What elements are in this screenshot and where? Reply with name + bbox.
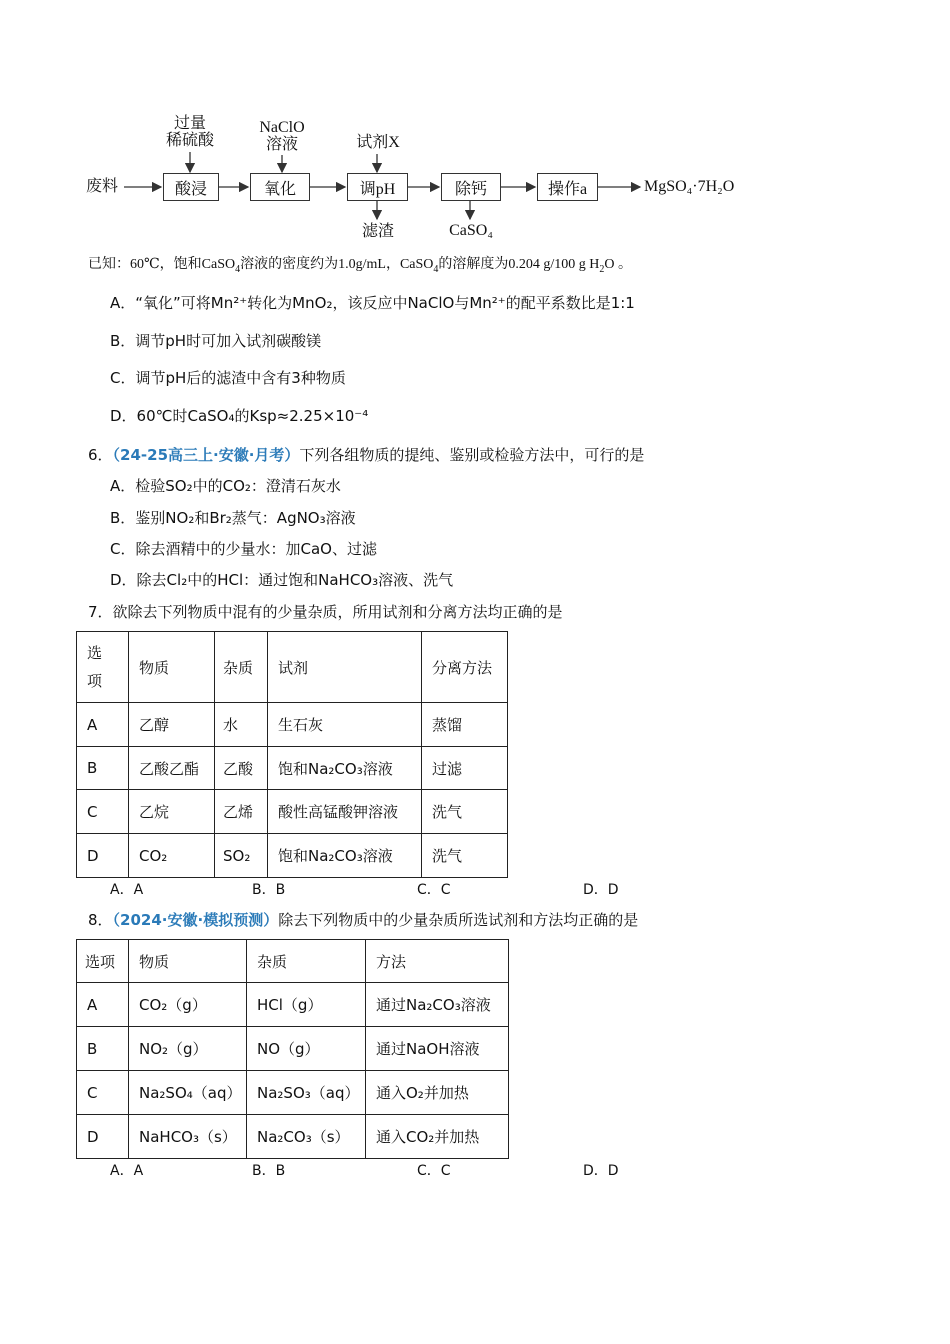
table-header-row bbox=[77, 632, 508, 703]
cell: HCl（g） bbox=[247, 983, 366, 1027]
q6-option-c: C．除去酒精中的少量水：加CaO、过滤 bbox=[110, 540, 377, 558]
q5-option-d: D．60℃时CaSO₄的Ksp≈2.25×10⁻⁴ bbox=[110, 407, 369, 425]
flow-step-acid-leach bbox=[163, 173, 219, 201]
choice-b: B．B bbox=[252, 1163, 286, 1179]
cell: 乙烯 bbox=[215, 790, 268, 834]
header-cell: 分离方法 bbox=[422, 632, 508, 703]
cell: 过滤 bbox=[422, 747, 508, 790]
cell: SO₂ bbox=[215, 834, 268, 878]
cell: 洗气 bbox=[422, 790, 508, 834]
cell: D bbox=[77, 834, 129, 878]
choice-a: A．A bbox=[110, 1163, 144, 1179]
q6-option-b: B．鉴别NO₂和Br₂蒸气：AgNO₃溶液 bbox=[110, 509, 356, 527]
flow-product-label: MgSO₄·7H₂O bbox=[644, 178, 735, 195]
cell: Na₂SO₃（aq） bbox=[247, 1071, 366, 1115]
cell: A bbox=[77, 703, 129, 747]
step-label: 除钙 bbox=[454, 180, 487, 198]
flow-input-label: 废料 bbox=[86, 178, 119, 195]
q6-option-d: D．除去Cl₂中的HCl：通过饱和NaHCO₃溶液、洗气 bbox=[110, 571, 454, 589]
flow-step-remove-calcium bbox=[441, 173, 501, 201]
cell: 通入O₂并加热 bbox=[366, 1071, 509, 1115]
cell: 饱和Na₂CO₃溶液 bbox=[268, 747, 422, 790]
table-row bbox=[77, 1115, 509, 1159]
cell: 酸性高锰酸钾溶液 bbox=[268, 790, 422, 834]
flow-step-adjust-ph bbox=[347, 173, 408, 201]
cell: C bbox=[77, 1071, 129, 1115]
reagent-3-label: 试剂X bbox=[356, 134, 400, 151]
table-row bbox=[77, 1027, 509, 1071]
known-text-4: O 。 bbox=[604, 257, 633, 272]
choice-c: C．C bbox=[417, 882, 451, 898]
table-row bbox=[77, 790, 508, 834]
cell: 生石灰 bbox=[268, 703, 422, 747]
flowchart-arrows bbox=[0, 0, 950, 250]
flow-step-operation-a bbox=[537, 173, 598, 201]
cell: B bbox=[77, 747, 129, 790]
step-label: 调pH bbox=[359, 180, 396, 198]
cell: 乙酸 bbox=[215, 747, 268, 790]
cell: 通入CO₂并加热 bbox=[366, 1115, 509, 1159]
reagent-2-line-2: 溶液 bbox=[265, 136, 298, 153]
table-row bbox=[77, 983, 509, 1027]
cell: 乙醇 bbox=[129, 703, 215, 747]
q5-option-b: B．调节pH时可加入试剂碳酸镁 bbox=[110, 332, 322, 350]
choice-d: D．D bbox=[583, 1163, 619, 1179]
header-cell: 方法 bbox=[366, 940, 509, 983]
q8-table bbox=[76, 939, 509, 1159]
reagent-1-line-2: 稀硫酸 bbox=[165, 132, 214, 149]
cell: D bbox=[77, 1115, 129, 1159]
table-row bbox=[77, 834, 508, 878]
cell: CO₂（g） bbox=[129, 983, 247, 1027]
header-cell: 杂质 bbox=[215, 632, 268, 703]
q6-source: （24-25高三上·安徽·月考） bbox=[112, 446, 300, 464]
cell: 蒸馏 bbox=[422, 703, 508, 747]
cell: 乙酸乙酯 bbox=[129, 747, 215, 790]
cell: NO₂（g） bbox=[129, 1027, 247, 1071]
cell: NaHCO₃（s） bbox=[129, 1115, 247, 1159]
q8-source: （2024·安徽·模拟预测） bbox=[112, 911, 279, 929]
q5-option-c: C．调节pH后的滤渣中含有3种物质 bbox=[110, 369, 346, 387]
residue-3-label: 滤渣 bbox=[361, 223, 394, 240]
q7-stem: 7．欲除去下列物质中混有的少量杂质，所用试剂和分离方法均正确的是 bbox=[88, 603, 563, 621]
cell: 洗气 bbox=[422, 834, 508, 878]
table-row bbox=[77, 703, 508, 747]
table-row bbox=[77, 1071, 509, 1115]
q8-stem-text: 除去下列物质中的少量杂质所选试剂和方法均正确的是 bbox=[278, 911, 639, 929]
cell: 通过Na₂CO₃溶液 bbox=[366, 983, 509, 1027]
cell: B bbox=[77, 1027, 129, 1071]
cell: 水 bbox=[215, 703, 268, 747]
q7-table bbox=[76, 631, 508, 878]
choice-c: C．C bbox=[417, 1163, 451, 1179]
known-prefix: 已知： bbox=[88, 256, 130, 272]
cell: Na₂CO₃（s） bbox=[247, 1115, 366, 1159]
known-text-3: 的溶解度为0.204 g/100 g H bbox=[438, 257, 600, 272]
q5-option-a: A．“氧化”可将Mn²⁺转化为MnO₂，该反应中NaClO与Mn²⁺的配平系数比是1:1 bbox=[110, 294, 635, 312]
table-row bbox=[77, 747, 508, 790]
header-cell: 选项 bbox=[77, 940, 129, 983]
cell: 饱和Na₂CO₃溶液 bbox=[268, 834, 422, 878]
header-cell: 物质 bbox=[129, 940, 247, 983]
q6-stem bbox=[88, 445, 644, 465]
choice-d: D．D bbox=[583, 882, 619, 898]
flow-step-oxidation bbox=[250, 173, 310, 201]
cell: CO₂ bbox=[129, 834, 215, 878]
cell: 乙烷 bbox=[129, 790, 215, 834]
header-cell: 物质 bbox=[129, 632, 215, 703]
choice-a: A．A bbox=[110, 882, 144, 898]
reagent-2-line-1: NaClO bbox=[259, 119, 305, 136]
step-label: 操作a bbox=[547, 180, 588, 198]
q6-stem-text: 下列各组物质的提纯、鉴别或检验方法中，可行的是 bbox=[299, 446, 645, 464]
header-cell: 选 项 bbox=[77, 632, 129, 703]
cell: C bbox=[77, 790, 129, 834]
known-text-1: 60℃，饱和CaSO bbox=[130, 257, 236, 272]
known-condition: 已知：60℃，饱和CaSO$_4$溶液的密度约为1.0g/mL，CaSO$_4$的溶解度为0.204 g/100 g $H_2O$ 。 bbox=[88, 256, 633, 275]
table-header-row bbox=[77, 940, 509, 983]
q8-number: 8． bbox=[88, 911, 113, 929]
known-text-2: 溶液的密度约为1.0g/mL，CaSO bbox=[240, 257, 434, 272]
q6-number: 6． bbox=[88, 446, 113, 464]
cell: A bbox=[77, 983, 129, 1027]
choice-b: B．B bbox=[252, 882, 286, 898]
header-cell: 试剂 bbox=[268, 632, 422, 703]
q6-option-a: A．检验SO₂中的CO₂：澄清石灰水 bbox=[110, 477, 341, 495]
residue-4-label: CaSO₄ bbox=[449, 222, 493, 239]
header-cell: 杂质 bbox=[247, 940, 366, 983]
reagent-1-line-1: 过量 bbox=[173, 115, 206, 132]
step-label: 酸浸 bbox=[174, 180, 207, 198]
q8-stem bbox=[88, 910, 638, 930]
cell: NO（g） bbox=[247, 1027, 366, 1071]
cell: Na₂SO₄（aq） bbox=[129, 1071, 247, 1115]
cell: 通过NaOH溶液 bbox=[366, 1027, 509, 1071]
step-label: 氧化 bbox=[263, 180, 296, 198]
